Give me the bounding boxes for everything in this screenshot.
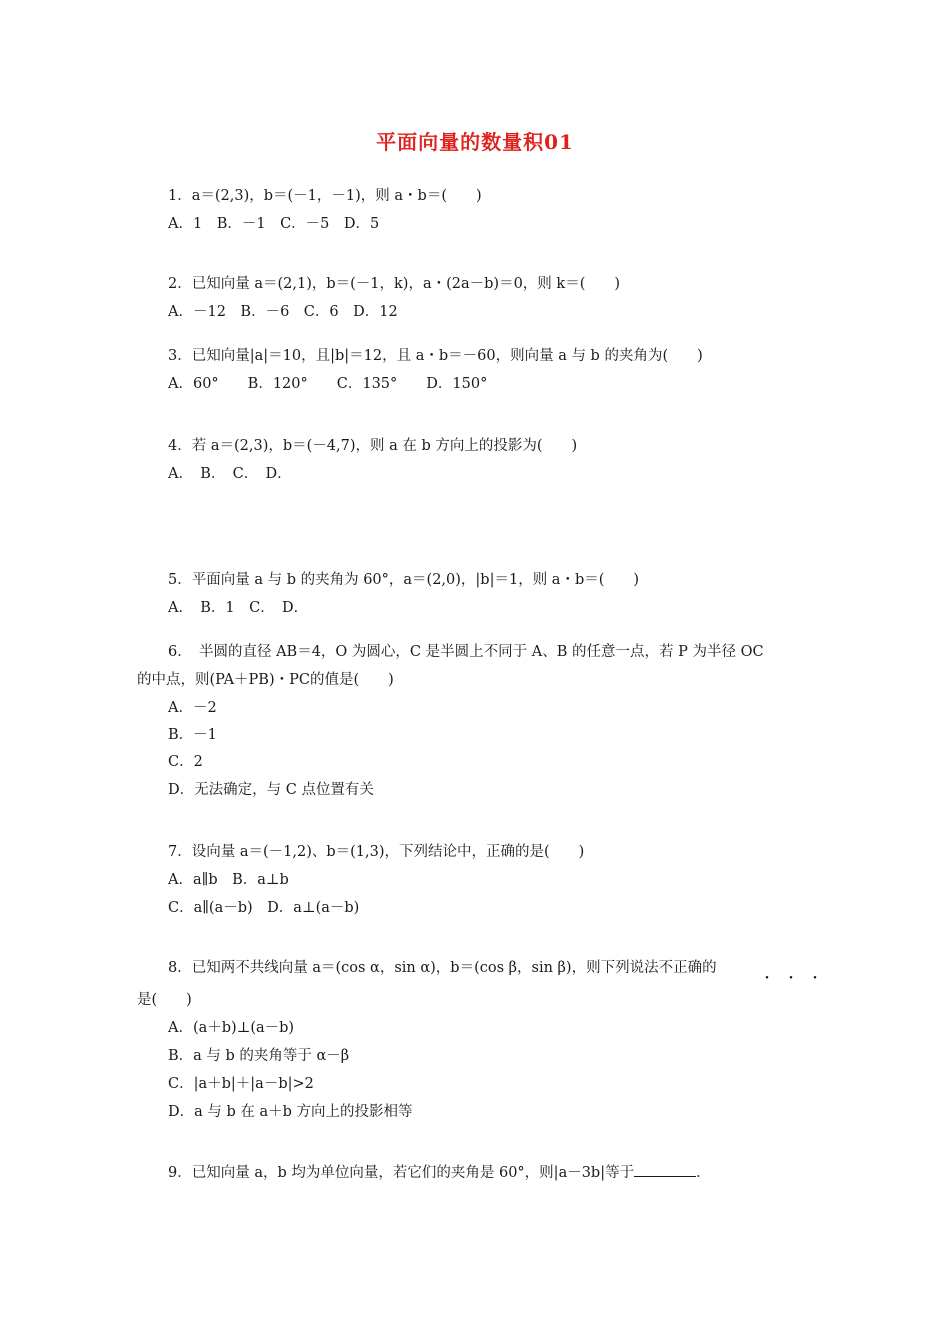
answer-blank [634, 1162, 696, 1177]
question-2: 2．已知向量 a＝(2,1)，b＝(－1，k)，a・(2a－b)＝0，则 k＝( ) [168, 276, 621, 292]
question-3: 3．已知向量|a|＝10，且|b|＝12，且 a・b＝－60，则向量 a 与 b 的夹角为( ) [168, 348, 703, 364]
question-4-options: A． B． C． D． [168, 466, 292, 482]
question-8: 8．已知两不共线向量 a＝(cos α，sin α)，b＝(cos β，sin β)，则下列说法不正确的 [168, 960, 717, 976]
question-1-options: A．1 B．－1 C．－5 D．5 [168, 216, 380, 232]
question-5: 5．平面向量 a 与 b 的夹角为 60°，a＝(2,0)，|b|＝1，则 a・b＝( ) [168, 572, 640, 588]
question-7: 7．设向量 a＝(－1,2)、b＝(1,3)，下列结论中，正确的是( ) [168, 844, 585, 860]
question-8-option-c: C．|a＋b|＋|a－b|>2 [168, 1076, 314, 1092]
question-6-option-a: A．－2 [168, 700, 217, 716]
question-9-end: ． [696, 1165, 711, 1181]
question-6-option-c: C．2 [168, 754, 203, 770]
question-5-options: A． B．1 C． D． [168, 600, 309, 616]
question-6-option-d: D．无法确定，与 C 点位置有关 [168, 782, 374, 798]
question-6-continued: 的中点，则(PA＋PB)・PC的值是( ) [137, 672, 394, 688]
question-8-continued: 是( ) [137, 992, 192, 1008]
question-3-options: A．60° B．120° C．135° D．150° [168, 376, 488, 392]
question-6-option-b: B．－1 [168, 727, 217, 743]
question-6: 6． 半圆的直径 AB＝4，O 为圆心，C 是半圆上不同于 A、B 的任意一点，若 P 为半径 OC [168, 644, 764, 660]
question-4: 4．若 a＝(2,3)，b＝(－4,7)，则 a 在 b 方向上的投影为( ) [168, 438, 578, 454]
question-7-options-ab: A．a∥b B．a⊥b [168, 872, 289, 888]
question-9-text: 9．已知向量 a，b 均为单位向量，若它们的夹角是 60°，则|a－3b|等于 [168, 1165, 635, 1181]
question-8-option-a: A．(a＋b)⊥(a－b) [168, 1020, 295, 1036]
page-title: 平面向量的数量积01 [376, 130, 574, 154]
question-8-option-b: B．a 与 b 的夹角等于 α－β [168, 1048, 350, 1064]
question-9 [168, 1162, 711, 1183]
question-2-options: A．－12 B．－6 C．6 D．12 [168, 304, 398, 320]
emphasis-dots: ・・・ [760, 971, 832, 987]
question-7-options-cd: C．a∥(a－b) D．a⊥(a－b) [168, 900, 360, 916]
question-8-option-d: D．a 与 b 在 a＋b 方向上的投影相等 [168, 1104, 413, 1120]
question-1: 1．a＝(2,3)，b＝(－1，－1)，则 a・b＝( ) [168, 188, 482, 204]
